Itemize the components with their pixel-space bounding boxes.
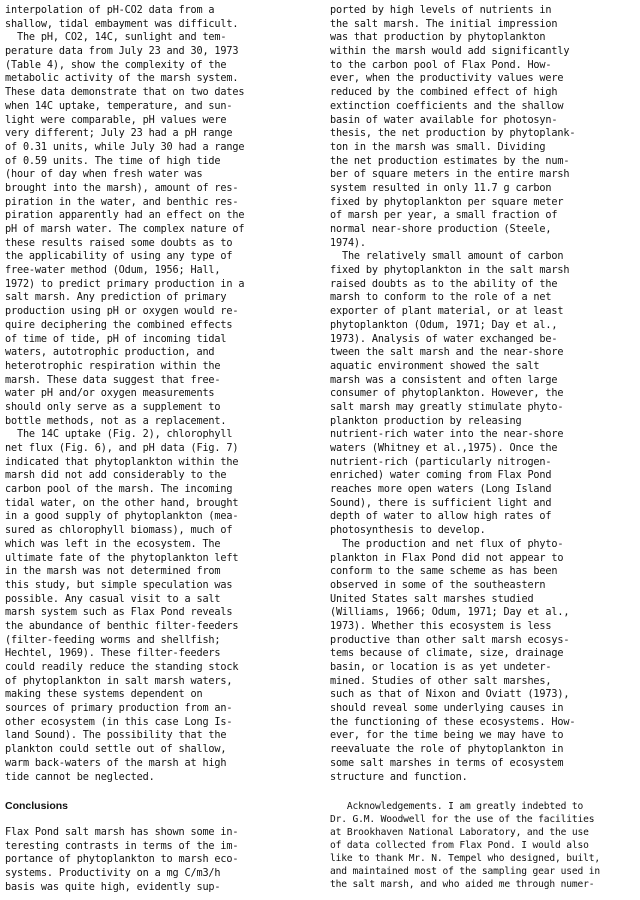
text-line: of phytoplankton in salt marsh waters, xyxy=(5,675,233,687)
text-line: 1972) to predict primary production in a xyxy=(5,278,245,290)
text-line: sources of primary production from an- xyxy=(5,703,233,715)
text-line: should only serve as a supplement to xyxy=(5,401,221,413)
text-line: 1973). Analysis of water exchanged be- xyxy=(330,333,558,345)
text-line: quire deciphering the combined effects xyxy=(5,319,233,331)
text-line: was that production by phytoplankton xyxy=(330,32,546,44)
text-line: of 0.31 units, while July 30 had a range xyxy=(5,141,245,153)
text-line: marsh was a consistent and often large xyxy=(330,374,558,386)
text-line: enriched) water coming from Flax Pond xyxy=(330,470,552,482)
text-line: The pH, CO2, 14C, sunlight and tem- xyxy=(5,32,227,44)
text-line: plankton production by releasing xyxy=(330,415,522,427)
text-line: reduced by the combined effect of high xyxy=(330,87,558,99)
text-line: perature data from July 23 and 30, 1973 xyxy=(5,46,239,58)
text-line: within the marsh would add significantly xyxy=(330,46,570,58)
text-line: warm back-waters of the marsh at high xyxy=(5,757,227,769)
text-line: piration in the water, and benthic res- xyxy=(5,196,239,208)
text-line: piration apparently had an effect on the xyxy=(5,210,245,222)
text-line: at Brookhaven National Laboratory, and the use xyxy=(330,827,589,838)
text-line: which was left in the ecosystem. The xyxy=(5,538,221,550)
text-line: bottle methods, not as a replacement. xyxy=(5,415,227,427)
text-line: production using pH or oxygen would re- xyxy=(5,306,239,318)
text-line: ber of square meters in the entire marsh xyxy=(330,169,570,181)
text-line: ultimate fate of the phytoplankton left xyxy=(5,552,239,564)
text-line: indicated that phytoplankton within the xyxy=(5,456,239,468)
text-line: when 14C uptake, temperature, and sun- xyxy=(5,100,233,112)
text-line: ever, when the productivity values were xyxy=(330,73,564,85)
text-line: tidal water, on the other hand, brought xyxy=(5,497,239,509)
text-line: could readily reduce the standing stock xyxy=(5,662,239,673)
text-line: productive than other salt marsh ecosys- xyxy=(330,634,570,646)
text-line: (hour of day when fresh water was xyxy=(5,169,203,181)
text-line: nutrient-rich (particularly nitrogen- xyxy=(330,456,552,468)
text-line: of 0.59 units. The time of high tide xyxy=(5,155,221,167)
text-line: metabolic activity of the marsh system. xyxy=(5,73,239,85)
text-line: waters (Whitney et al.,1975). Once the xyxy=(330,443,558,454)
text-line: some salt marshes in terms of ecosystem xyxy=(330,757,564,769)
text-line: free-water method (Odum, 1956; Hall, xyxy=(5,265,221,277)
text-line: exporter of plant material, or at least xyxy=(330,306,564,318)
text-line: phytoplankton (Odum, 1971; Day et al., xyxy=(330,319,558,331)
text-line: marsh. These data suggest that free- xyxy=(5,374,221,386)
text-line: tween the salt marsh and the near-shore xyxy=(330,347,564,359)
text-line: of data collected from Flax Pond. I would also xyxy=(330,840,589,851)
text-line: salt marsh may greatly stimulate phyto- xyxy=(330,401,564,413)
text-line: like to thank Mr. N. Tempel who designed, built, xyxy=(330,853,601,864)
text-line: such as that of Nixon and Oviatt (1973), xyxy=(330,689,570,701)
text-line: Sound), there is sufficient light and xyxy=(330,497,552,509)
text-line: carbon pool of the marsh. The incoming xyxy=(5,484,233,496)
text-line: of marsh per year, a small fraction of xyxy=(330,210,558,222)
text-line: basis was quite high, evidently sup- xyxy=(5,881,221,893)
text-line: depth of water to allow high rates of xyxy=(330,511,552,523)
text-line: should reveal some underlying causes in xyxy=(330,703,564,715)
text-line: portance of phytoplankton to marsh eco- xyxy=(5,854,239,866)
text-line: plankton in Flax Pond did not appear to xyxy=(330,552,564,564)
text-line: marsh system such as Flax Pond reveals xyxy=(5,607,233,619)
text-line: heterotrophic respiration within the xyxy=(5,360,221,372)
text-line: this study, but simple speculation was xyxy=(5,579,233,591)
text-line: the salt marsh. The initial impression xyxy=(330,18,558,30)
text-line: land Sound). The possibility that the xyxy=(5,730,227,742)
text-line: conform to the same scheme as has been xyxy=(330,566,558,578)
text-line: in a good supply of phytoplankton (mea- xyxy=(5,511,239,523)
text-line: basin, or location is as yet undeter- xyxy=(330,662,552,673)
text-line: net flux (Fig. 6), and pH data (Fig. 7) xyxy=(5,443,239,454)
text-line: the functioning of these ecosystems. How- xyxy=(330,716,576,728)
text-line: The 14C uptake (Fig. 2), chlorophyll xyxy=(5,429,233,441)
text-line: the abundance of benthic filter-feeders xyxy=(5,620,239,632)
text-line: structure and function. xyxy=(330,771,468,783)
text-line: normal near-shore production (Steele, xyxy=(330,224,552,235)
text-line: systems. Productivity on a mg C/m3/h xyxy=(5,868,221,880)
text-line: aquatic environment showed the salt xyxy=(330,360,540,372)
text-line: shallow, tidal embayment was difficult. xyxy=(5,18,239,30)
conclusions-heading: Conclusions xyxy=(5,800,69,812)
text-line: in the marsh was not determined from xyxy=(5,566,221,578)
text-line: raised doubts as to the ability of the xyxy=(330,278,558,290)
text-line: United States salt marshes studied xyxy=(330,593,534,605)
text-line: marsh to conform to the role of a net xyxy=(330,292,552,304)
text-line: the applicability of using any type of xyxy=(5,251,233,263)
text-line: extinction coefficients and the shallow xyxy=(330,100,564,112)
text-line: 1974). xyxy=(330,237,366,249)
text-line: Acknowledgements. I am greatly indebted to xyxy=(330,801,584,812)
text-line: to the carbon pool of Flax Pond. How- xyxy=(330,59,552,71)
text-line: plankton could settle out of shallow, xyxy=(5,744,227,756)
text-line: The production and net flux of phyto- xyxy=(330,538,564,550)
text-line: ported by high levels of nutrients in xyxy=(330,5,552,16)
text-line: reaches more open waters (Long Island xyxy=(330,484,552,496)
text-line: brought into the marsh), amount of res- xyxy=(5,182,239,194)
text-line: sured as chlorophyll biomass), much of xyxy=(5,525,233,537)
text-line: the net production estimates by the num- xyxy=(330,155,570,167)
text-line: observed in some of the southeastern xyxy=(330,579,546,591)
text-line: 1973). Whether this ecosystem is less xyxy=(330,620,552,632)
text-line: teresting contrasts in terms of the im- xyxy=(5,840,239,852)
text-line: (filter-feeding worms and shellfish; xyxy=(5,634,221,646)
text-line: interpolation of pH-CO2 data from a xyxy=(5,5,215,16)
text-line: photosynthesis to develop. xyxy=(330,525,486,537)
text-line: thesis, the net production by phytoplank- xyxy=(330,128,576,140)
text-line: system resulted in only 11.7 g carbon xyxy=(330,182,552,194)
conclusions-paragraph xyxy=(5,826,311,894)
text-line: nutrient-rich water into the near-shore xyxy=(330,429,564,441)
text-line: ever, for the time being we may have to xyxy=(330,730,564,742)
text-line: mined. Studies of other salt marshes, xyxy=(330,675,552,687)
text-line: consumer of phytoplankton. However, the xyxy=(330,388,564,400)
text-line: salt marsh. Any prediction of primary xyxy=(5,292,227,304)
text-line: Hechtel, 1969). These filter-feeders xyxy=(5,648,221,660)
text-line: making these systems dependent on xyxy=(5,689,203,701)
left-text-column xyxy=(5,4,311,784)
text-line: ton in the marsh was small. Dividing xyxy=(330,141,546,153)
text-line: tems because of climate, size, drainage xyxy=(330,648,564,660)
text-line: The relatively small amount of carbon xyxy=(330,251,564,263)
text-line: light were comparable, pH values were xyxy=(5,114,227,126)
text-line: fixed by phytoplankton per square meter xyxy=(330,196,564,208)
right-text-column xyxy=(330,4,636,784)
text-line: tide cannot be neglected. xyxy=(5,771,155,783)
text-line: reevaluate the role of phytoplankton in xyxy=(330,744,564,756)
text-line: other ecosystem (in this case Long Is- xyxy=(5,716,233,728)
acknowledgements-paragraph xyxy=(330,800,636,891)
text-line: pH of marsh water. The complex nature of xyxy=(5,224,245,235)
text-line: of time of tide, pH of incoming tidal xyxy=(5,333,227,345)
text-line: possible. Any casual visit to a salt xyxy=(5,593,221,605)
text-line: marsh did not add considerably to the xyxy=(5,470,227,482)
text-line: (Table 4), show the complexity of the xyxy=(5,59,227,71)
text-line: water pH and/or oxygen measurements xyxy=(5,388,215,400)
text-line: These data demonstrate that on two dates xyxy=(5,87,245,99)
text-line: waters, autotrophic production, and xyxy=(5,347,215,359)
text-line: fixed by phytoplankton in the salt marsh xyxy=(330,265,570,277)
text-line: these results raised some doubts as to xyxy=(5,237,233,249)
text-line: Flax Pond salt marsh has shown some in- xyxy=(5,827,239,838)
text-line: and maintained most of the sampling gear used in xyxy=(330,866,601,877)
text-line: Dr. G.M. Woodwell for the use of the facilities xyxy=(330,814,595,825)
text-line: (Williams, 1966; Odum, 1971; Day et al., xyxy=(330,607,570,619)
text-line: very different; July 23 had a pH range xyxy=(5,128,233,140)
text-line: the salt marsh, and who aided me through numer- xyxy=(330,879,595,890)
text-line: basin of water available for photosyn- xyxy=(330,114,558,126)
